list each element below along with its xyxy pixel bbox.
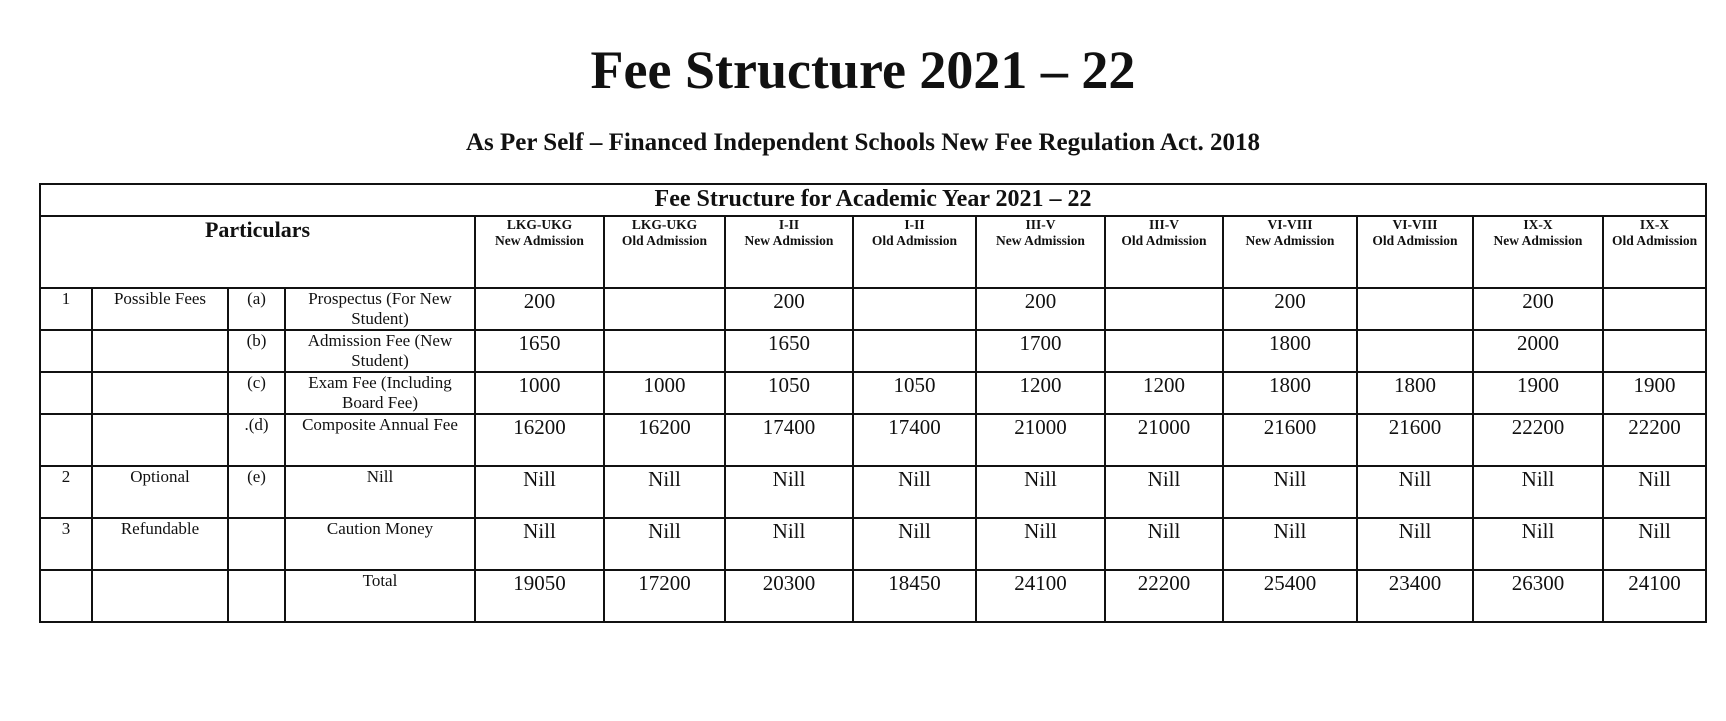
column-header [1223, 216, 1357, 288]
fee-value-cell: Nill [853, 518, 976, 570]
row-number-cell: 2 [40, 466, 92, 518]
fee-value-cell: 21000 [976, 414, 1105, 466]
fee-value-cell: 200 [725, 288, 853, 330]
fee-value-cell: 22200 [1603, 414, 1706, 466]
fee-value-cell: 1050 [853, 372, 976, 414]
fee-value-cell: 1650 [475, 330, 604, 372]
fee-value-cell: 200 [976, 288, 1105, 330]
fee-value-cell: Nill [1473, 518, 1603, 570]
particular-cell: Composite Annual Fee [285, 414, 475, 466]
column-class: IX-X [1639, 217, 1670, 232]
fee-value-cell: 1000 [475, 372, 604, 414]
column-header [604, 216, 725, 288]
fee-value-cell [604, 330, 725, 372]
particular-cell: Total [285, 570, 475, 622]
sub-item-cell: (a) [228, 288, 285, 330]
sub-item-cell: (c) [228, 372, 285, 414]
table-row [40, 330, 1706, 372]
column-admission-type: New Admission [1245, 233, 1335, 248]
fee-value-cell: Nill [475, 518, 604, 570]
row-number-cell: 1 [40, 288, 92, 330]
sub-item-cell [228, 518, 285, 570]
column-admission-type: New Admission [1493, 233, 1583, 248]
column-class: LKG-UKG [506, 217, 573, 232]
column-header [976, 216, 1105, 288]
fee-value-cell: 23400 [1357, 570, 1473, 622]
fee-value-cell: Nill [475, 466, 604, 518]
fee-value-cell: 16200 [604, 414, 725, 466]
fee-value-cell: 24100 [1603, 570, 1706, 622]
fee-value-cell: Nill [1105, 518, 1223, 570]
fee-value-cell: 20300 [725, 570, 853, 622]
fee-value-cell: Nill [1223, 466, 1357, 518]
column-admission-type: New Admission [495, 233, 584, 248]
fee-value-cell: 21000 [1105, 414, 1223, 466]
fee-value-cell: 18450 [853, 570, 976, 622]
column-admission-type: New Admission [996, 233, 1085, 248]
fee-value-cell: 22200 [1105, 570, 1223, 622]
fee-value-cell: 1800 [1357, 372, 1473, 414]
column-header [1603, 216, 1706, 288]
fee-value-cell: Nill [1357, 466, 1473, 518]
fee-value-cell: Nill [1357, 518, 1473, 570]
fee-group-cell: Optional [92, 466, 228, 518]
fee-value-cell: 26300 [1473, 570, 1603, 622]
fee-value-cell: Nill [1223, 518, 1357, 570]
particular-cell: Caution Money [285, 518, 475, 570]
column-header [725, 216, 853, 288]
row-number-cell [40, 570, 92, 622]
fee-value-cell: 21600 [1223, 414, 1357, 466]
column-header [475, 216, 604, 288]
row-number-cell [40, 372, 92, 414]
table-row [40, 518, 1706, 570]
fee-value-cell: 1900 [1603, 372, 1706, 414]
fee-value-cell: 22200 [1473, 414, 1603, 466]
fee-value-cell: 17200 [604, 570, 725, 622]
particular-cell: Admission Fee (New Student) [285, 330, 475, 372]
fee-value-cell [604, 288, 725, 330]
fee-value-cell: Nill [1473, 466, 1603, 518]
column-admission-type: New Admission [744, 233, 834, 248]
fee-value-cell [853, 330, 976, 372]
fee-value-cell: 17400 [853, 414, 976, 466]
column-admission-type: Old Admission [1611, 233, 1698, 248]
fee-value-cell: 24100 [976, 570, 1105, 622]
column-admission-type: Old Admission [1372, 233, 1458, 248]
table-caption: Fee Structure for Academic Year 2021 – 22 [40, 184, 1706, 216]
fee-group-cell [92, 330, 228, 372]
particular-cell: Prospectus (For New Student) [285, 288, 475, 330]
fee-group-cell: Possible Fees [92, 288, 228, 330]
column-class: I-II [778, 217, 800, 232]
fee-value-cell: 1650 [725, 330, 853, 372]
column-class: VI-VIII [1392, 217, 1438, 232]
sub-item-cell: .(d) [228, 414, 285, 466]
fee-value-cell: Nill [725, 466, 853, 518]
fee-group-cell: Refundable [92, 518, 228, 570]
page-title: Fee Structure 2021 – 22 [590, 40, 1136, 100]
fee-value-cell: 19050 [475, 570, 604, 622]
column-header [1105, 216, 1223, 288]
fee-value-cell: 1200 [976, 372, 1105, 414]
table-row [40, 288, 1706, 330]
fee-value-cell: 25400 [1223, 570, 1357, 622]
column-class: LKG-UKG [631, 217, 698, 232]
fee-value-cell: 16200 [475, 414, 604, 466]
fee-value-cell: 1900 [1473, 372, 1603, 414]
particular-cell: Exam Fee (Including Board Fee) [285, 372, 475, 414]
fee-group-cell [92, 570, 228, 622]
fee-value-cell: 2000 [1473, 330, 1603, 372]
column-header [1357, 216, 1473, 288]
fee-value-cell: Nill [604, 466, 725, 518]
fee-value-cell [1603, 288, 1706, 330]
sub-item-cell: (b) [228, 330, 285, 372]
table-row [40, 466, 1706, 518]
fee-group-cell [92, 414, 228, 466]
fee-value-cell [1357, 330, 1473, 372]
column-header [1473, 216, 1603, 288]
table-row [40, 570, 1706, 622]
fee-value-cell [1105, 330, 1223, 372]
fee-value-cell: Nill [1603, 518, 1706, 570]
table-row [40, 414, 1706, 466]
fee-group-cell [92, 372, 228, 414]
fee-value-cell: Nill [976, 518, 1105, 570]
fee-value-cell: 200 [1473, 288, 1603, 330]
fee-value-cell: 1050 [725, 372, 853, 414]
sub-item-cell: (e) [228, 466, 285, 518]
fee-value-cell: Nill [976, 466, 1105, 518]
fee-value-cell: 1000 [604, 372, 725, 414]
row-number-cell [40, 414, 92, 466]
fee-value-cell: Nill [604, 518, 725, 570]
column-class: III-V [1148, 217, 1179, 232]
column-admission-type: Old Admission [871, 233, 958, 248]
fee-value-cell: 17400 [725, 414, 853, 466]
fee-value-cell: 200 [1223, 288, 1357, 330]
fee-value-cell: 21600 [1357, 414, 1473, 466]
fee-table [39, 183, 1707, 623]
page-subtitle: As Per Self – Financed Independent Schools New Fee Regulation Act. 2018 [466, 129, 1260, 156]
table-row [40, 372, 1706, 414]
row-number-cell [40, 330, 92, 372]
fee-value-cell: 1200 [1105, 372, 1223, 414]
fee-value-cell: 1800 [1223, 372, 1357, 414]
fee-value-cell [1357, 288, 1473, 330]
fee-value-cell: 1700 [976, 330, 1105, 372]
fee-value-cell: 1800 [1223, 330, 1357, 372]
column-class: VI-VIII [1267, 217, 1313, 232]
particular-cell: Nill [285, 466, 475, 518]
fee-value-cell [1603, 330, 1706, 372]
fee-value-cell: Nill [1105, 466, 1223, 518]
sub-item-cell [228, 570, 285, 622]
column-class: I-II [904, 217, 925, 232]
column-class: III-V [1025, 217, 1056, 232]
fee-value-cell: Nill [853, 466, 976, 518]
fee-value-cell [853, 288, 976, 330]
row-number-cell: 3 [40, 518, 92, 570]
fee-value-cell: 200 [475, 288, 604, 330]
column-class: IX-X [1523, 217, 1553, 232]
column-admission-type: Old Admission [621, 233, 708, 248]
particulars-header: Particulars [40, 216, 475, 288]
column-admission-type: Old Admission [1121, 233, 1207, 248]
fee-value-cell [1105, 288, 1223, 330]
column-header [853, 216, 976, 288]
fee-value-cell: Nill [1603, 466, 1706, 518]
fee-value-cell: Nill [725, 518, 853, 570]
